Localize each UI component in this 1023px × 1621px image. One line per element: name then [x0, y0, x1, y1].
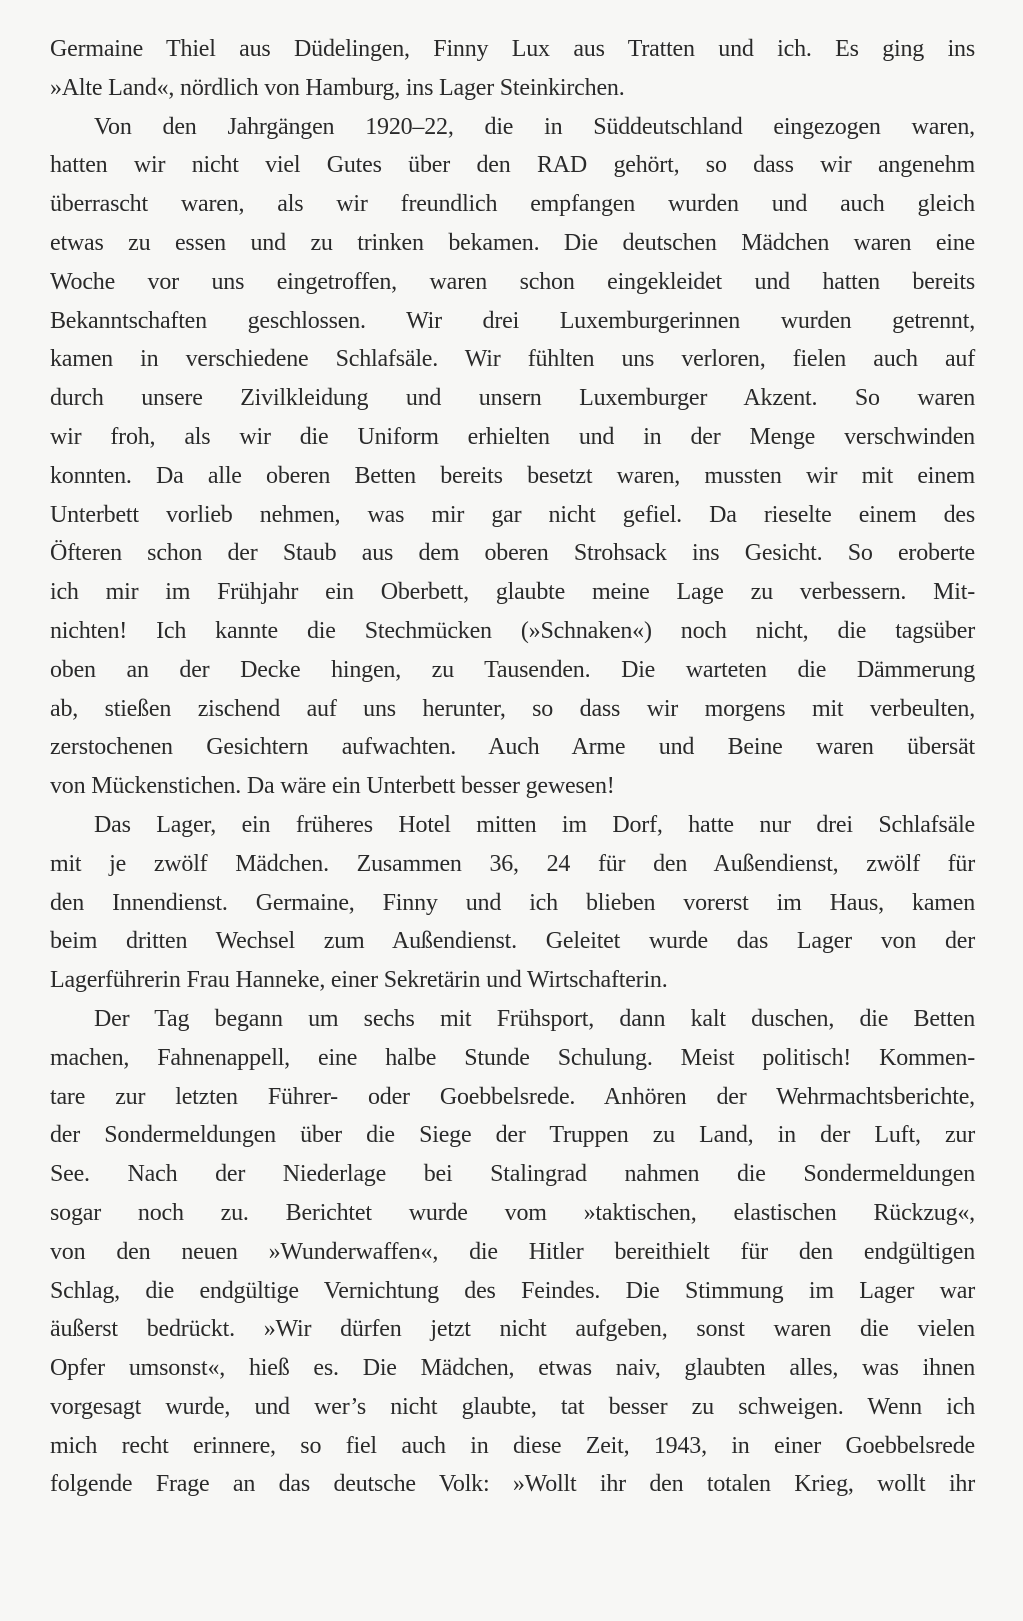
text-line: sogar noch zu. Berichtet wurde vom »taktischen, elastischen Rückzug«,: [50, 1199, 975, 1226]
text-line: Unterbett vorlieb nehmen, was mir gar nicht gefiel. Da rieselte einem des: [50, 501, 975, 528]
text-line: folgende Frage an das deutsche Volk: »Wollt ihr den totalen Krieg, wollt ihr: [50, 1471, 975, 1498]
text-line: überrascht waren, als wir freundlich empfangen wurden und auch gleich: [50, 191, 975, 218]
text-line: Der Tag begann um sechs mit Frühsport, dann kalt duschen, die Betten: [94, 1005, 975, 1032]
text-line: konnten. Da alle oberen Betten bereits besetzt waren, mussten wir mit einem: [50, 462, 975, 489]
text-line: Woche vor uns eingetroffen, waren schon eingekleidet und hatten bereits: [50, 268, 975, 295]
text-line: tare zur letzten Führer- oder Goebbelsrede. Anhören der Wehrmachtsberichte,: [50, 1083, 975, 1110]
text-line: ab, stießen zischend auf uns herunter, so dass wir morgens mit verbeulten,: [50, 695, 975, 722]
text-line: Bekanntschaften geschlossen. Wir drei Luxemburgerinnen wurden getrennt,: [50, 307, 975, 334]
text-line: »Alte Land«, nördlich von Hamburg, ins Lager Steinkirchen.: [50, 74, 625, 101]
text-line: wir froh, als wir die Uniform erhielten und in der Menge verschwinden: [50, 423, 975, 450]
text-line: durch unsere Zivilkleidung und unsern Luxemburger Akzent. So waren: [50, 385, 975, 412]
text-line: Öfteren schon der Staub aus dem oberen Strohsack ins Gesicht. So eroberte: [50, 540, 975, 567]
text-line: Schlag, die endgültige Vernichtung des Feindes. Die Stimmung im Lager war: [50, 1277, 975, 1304]
text-line: Das Lager, ein früheres Hotel mitten im Dorf, hatte nur drei Schlafsäle: [94, 811, 975, 838]
text-line: See. Nach der Niederlage bei Stalingrad nahmen die Sondermeldungen: [50, 1161, 975, 1188]
text-line: beim dritten Wechsel zum Außendienst. Geleitet wurde das Lager von der: [50, 928, 975, 955]
text-line: der Sondermeldungen über die Siege der Truppen zu Land, in der Luft, zur: [50, 1122, 975, 1149]
text-line: etwas zu essen und zu trinken bekamen. Die deutschen Mädchen waren eine: [50, 229, 975, 256]
text-line: von Mückenstichen. Da wäre ein Unterbett besser gewesen!: [50, 773, 615, 800]
text-line: mit je zwölf Mädchen. Zusammen 36, 24 für den Außendienst, zwölf für: [50, 850, 975, 877]
text-line: Opfer umsonst«, hieß es. Die Mädchen, etwas naiv, glaubten alles, was ihnen: [50, 1355, 975, 1382]
text-line: äußerst bedrückt. »Wir dürfen jetzt nicht aufgeben, sonst waren die vielen: [50, 1316, 975, 1343]
text-line: ich mir im Frühjahr ein Oberbett, glaubte meine Lage zu verbessern. Mit-: [50, 579, 975, 606]
text-line: den Innendienst. Germaine, Finny und ich blieben vorerst im Haus, kamen: [50, 889, 975, 916]
text-line: kamen in verschiedene Schlafsäle. Wir fühlten uns verloren, fielen auch auf: [50, 346, 975, 373]
book-page-text: [50, 30, 975, 1504]
text-line: machen, Fahnenappell, eine halbe Stunde Schulung. Meist politisch! Kommen-: [50, 1044, 975, 1071]
text-line: Germaine Thiel aus Düdelingen, Finny Lux aus Tratten und ich. Es ging ins: [50, 36, 975, 62]
text-line: von den neuen »Wunderwaffen«, die Hitler bereithielt für den endgültigen: [50, 1238, 975, 1265]
text-line: oben an der Decke hingen, zu Tausenden. Die warteten die Dämmerung: [50, 656, 975, 683]
text-line: hatten wir nicht viel Gutes über den RAD gehört, so dass wir angenehm: [50, 152, 975, 179]
text-line: Von den Jahrgängen 1920–22, die in Süddeutschland eingezogen waren,: [94, 113, 975, 140]
text-line: mich recht erinnere, so fiel auch in diese Zeit, 1943, in einer Goebbelsrede: [50, 1432, 975, 1459]
text-line: nichten! Ich kannte die Stechmücken (»Schnaken«) noch nicht, die tagsüber: [50, 617, 975, 644]
text-line: zerstochenen Gesichtern aufwachten. Auch Arme und Beine waren übersät: [50, 734, 975, 761]
text-line: Lagerführerin Frau Hanneke, einer Sekretärin und Wirtschafterin.: [50, 967, 668, 994]
text-line: vorgesagt wurde, und wer’s nicht glaubte, tat besser zu schweigen. Wenn ich: [50, 1393, 975, 1420]
